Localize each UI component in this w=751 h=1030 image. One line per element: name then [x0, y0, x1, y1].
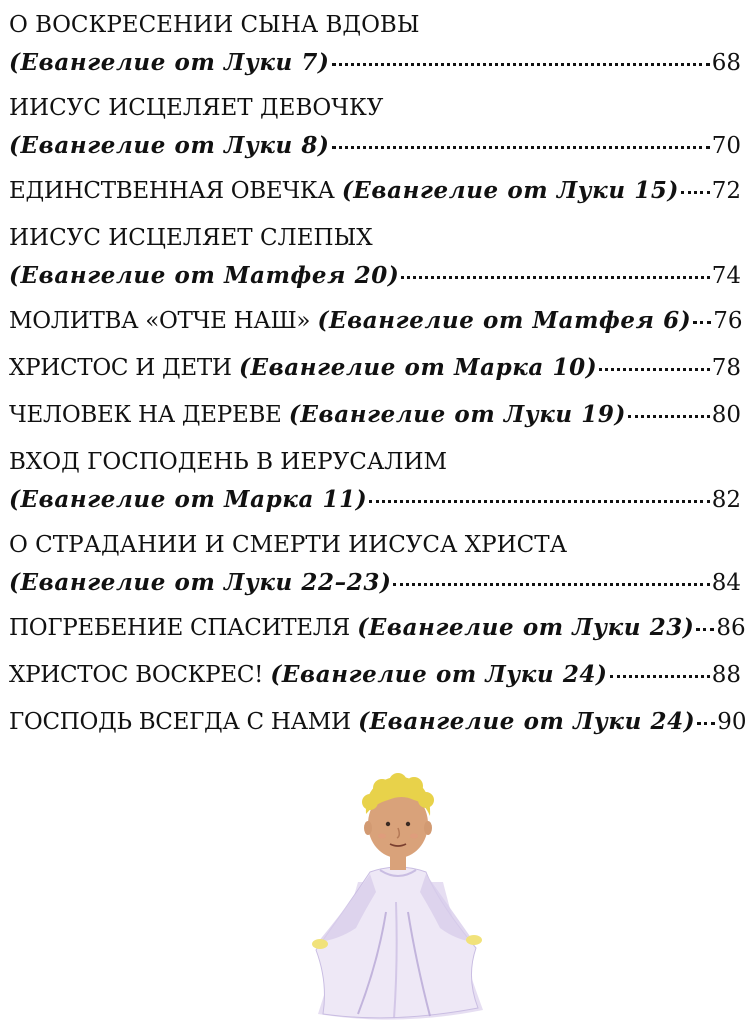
toc-entry-source: (Евангелие от Матфея 6)	[317, 307, 692, 334]
toc-entry	[9, 302, 741, 340]
toc-entry-page[interactable]: 88	[711, 662, 741, 688]
toc-entry-page[interactable]: 90	[717, 709, 747, 735]
dot-leader	[599, 368, 709, 371]
illustration-svg	[298, 752, 498, 1022]
toc-entry-title: О ВОСКРЕСЕНИИ СЫНА ВДОВЫ	[9, 12, 420, 38]
toc-entry-title: ИИСУС ИСЦЕЛЯЕТ СЛЕПЫХ	[9, 225, 373, 251]
toc-entry-title: О СТРАДАНИИ И СМЕРТИ ИИСУСА ХРИСТА	[9, 532, 568, 558]
toc-entry-source: (Евангелие от Луки 22–23)	[9, 569, 392, 596]
dot-leader	[332, 146, 710, 149]
toc-entry	[9, 172, 741, 210]
toc-entry-page[interactable]: 78	[711, 355, 741, 381]
toc-entry-title: ПОГРЕБЕНИЕ СПАСИТЕЛЯ	[9, 615, 350, 641]
dot-leader	[610, 675, 710, 678]
toc-entry-page[interactable]: 84	[711, 570, 741, 596]
child-in-white-robe-illustration	[298, 752, 498, 1022]
toc-entry-page[interactable]: 74	[711, 263, 741, 289]
toc-entry	[9, 656, 741, 694]
toc-entry	[9, 89, 741, 165]
dot-leader	[332, 63, 710, 66]
toc-entry	[9, 396, 741, 434]
toc-entry-title: ЧЕЛОВЕК НА ДЕРЕВЕ	[9, 402, 282, 428]
toc-entry-source: (Евангелие от Луки 8)	[9, 132, 330, 159]
toc-entry-source: (Евангелие от Луки 23)	[357, 614, 695, 641]
toc-entry-title: ГОСПОДЬ ВСЕГДА С НАМИ	[9, 709, 351, 735]
toc-entry-title: ЕДИНСТВЕННАЯ ОВЕЧКА	[9, 178, 335, 204]
toc-entry	[9, 219, 741, 295]
toc-entry-page[interactable]: 70	[711, 133, 741, 159]
dot-leader	[369, 500, 709, 503]
toc-entry-source: (Евангелие от Луки 24)	[270, 661, 608, 688]
toc-entry	[9, 526, 741, 602]
toc-entry-page[interactable]: 68	[711, 50, 741, 76]
toc-entry-title: ИИСУС ИСЦЕЛЯЕТ ДЕВОЧКУ	[9, 95, 384, 121]
toc-entry-title: ХРИСТОС И ДЕТИ	[9, 355, 232, 381]
toc-entry-page[interactable]: 76	[713, 308, 743, 334]
table-of-contents	[9, 6, 747, 750]
dot-leader	[401, 276, 709, 279]
dot-leader	[693, 321, 711, 324]
toc-entry	[9, 349, 741, 387]
toc-entry-source: (Евангелие от Луки 7)	[9, 49, 330, 76]
dot-leader	[696, 628, 714, 631]
toc-entry-page[interactable]: 72	[711, 178, 741, 204]
toc-entry-source: (Евангелие от Луки 24)	[358, 708, 696, 735]
dot-leader	[628, 415, 710, 418]
toc-entry-title: МОЛИТВА «ОТЧЕ НАШ»	[9, 308, 311, 334]
toc-entry-page[interactable]: 86	[716, 615, 746, 641]
toc-entry	[9, 443, 741, 519]
toc-entry	[9, 609, 746, 647]
toc-entry-page[interactable]: 82	[711, 487, 741, 513]
toc-entry-source: (Евангелие от Марка 10)	[238, 354, 598, 381]
toc-entry-source: (Евангелие от Марка 11)	[9, 486, 368, 513]
dot-leader	[681, 191, 710, 194]
toc-entry-source: (Евангелие от Матфея 20)	[9, 262, 400, 289]
toc-entry-page[interactable]: 80	[711, 402, 741, 428]
dot-leader	[393, 583, 709, 586]
toc-entry	[9, 6, 741, 82]
toc-entry-source: (Евангелие от Луки 15)	[341, 177, 679, 204]
toc-entry-source: (Евангелие от Луки 19)	[288, 401, 626, 428]
toc-entry-title: ХРИСТОС ВОСКРЕС!	[9, 662, 264, 688]
toc-entry	[9, 703, 747, 741]
toc-entry-title: ВХОД ГОСПОДЕНЬ В ИЕРУСАЛИМ	[9, 449, 448, 475]
dot-leader	[697, 722, 715, 725]
